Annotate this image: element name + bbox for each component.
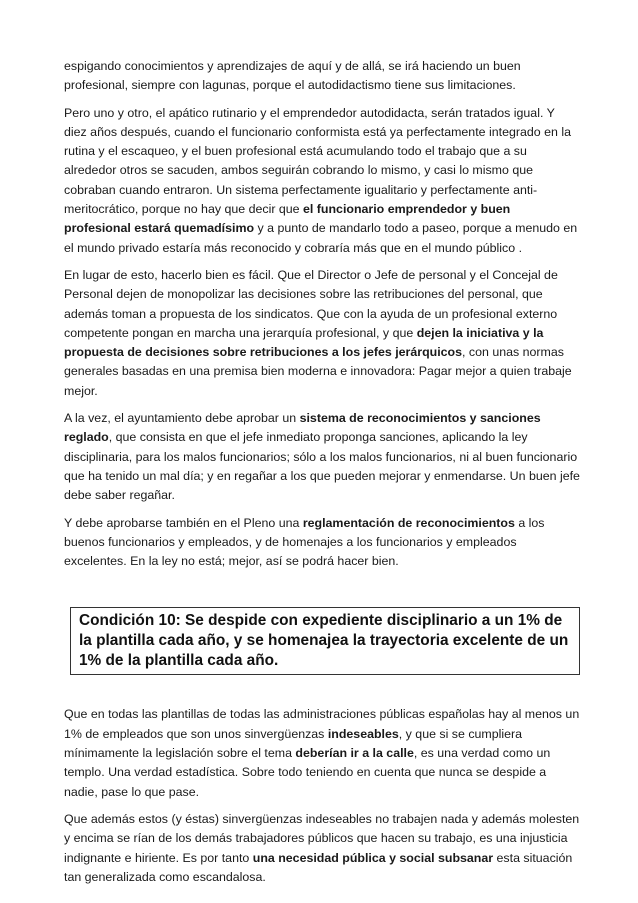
bold-text-run: dejen la iniciativa y la propuesta de decisiones sobre retribuciones a los jefes jerárquicos bbox=[64, 325, 544, 360]
text-run: , es una verdad como un templo. Una verdad estadística. Sobre todo teniendo en cuenta que nunca se despide a nadie, pase lo que pase. bbox=[64, 746, 551, 799]
bold-text-run: indeseables bbox=[327, 726, 399, 741]
text-run: espigando conocimientos y aprendizajes de aquí y de allá, se irá haciendo un buen profesional, siempre con lagunas, porque el autodidactismo tiene sus limitaciones. bbox=[64, 59, 521, 93]
bold-text-run: deberían ir a la calle bbox=[295, 746, 414, 761]
paragraph-4 bbox=[64, 409, 580, 505]
paragraph-1 bbox=[64, 57, 580, 96]
text-run: Y debe aprobarse también en el Pleno una bbox=[64, 515, 303, 530]
bold-text-run: sistema de reconocimientos y sanciones reglado bbox=[64, 411, 541, 445]
bold-text-run: el funcionario emprendedor y buen profesional estará quemadísimo bbox=[64, 202, 511, 236]
text-run: Pero uno y otro, el apático rutinario y el emprendedor autodidacta, serán tratados igual. Y diez años después, cuando el funcionario conformista está ya perfectamente integrado en la rutina y el escaqueo, y el buen profesional está acumulando todo el trabajo que a su alrededor otros se sacuden, ambos seguirán cobrando lo mismo, y casi lo mismo que cobraban cuando entraron. Un sistema perfectamente igualitario y perfectamente anti-meritocrático, porque no hay que decir que bbox=[64, 105, 571, 217]
bold-text-run: reglamentación de reconocimientos bbox=[302, 515, 515, 530]
text-run: y a punto de mandarlo todo a paseo, porque a menudo en el mundo privado estaría más reconocido y cobraría más que en el mundo público . bbox=[64, 221, 578, 255]
text-run: Que además estos (y éstas) sinvergüenzas indeseables no trabajen nada y además molesten y encima se rían de los demás trabajadores públicos que hacen su trabajo, es una injusticia indignante e hiriente. Es por tanto bbox=[64, 811, 580, 865]
text-run: Que en todas las plantillas de todas las administraciones públicas españolas hay al menos un 1% de empleados que son unos sinvergüenzas bbox=[64, 707, 580, 741]
paragraph-3 bbox=[64, 266, 580, 401]
paragraph-2 bbox=[64, 104, 580, 258]
text-run: esta situación tan generalizada como escandalosa. bbox=[64, 850, 573, 884]
text-run: En lugar de esto, hacerlo bien es fácil. Que el Director o Jefe de personal y el Concejal de Personal dejen de monopolizar las decisiones sobre las retribuciones del personal, que además toman a propuesta de los sindicatos. Que con la ayuda de un profesional externo competente pongan en marcha una jerarquía profesional, y que bbox=[64, 267, 558, 340]
bold-text-run: una necesidad pública y social subsanar bbox=[252, 850, 494, 865]
paragraph-7 bbox=[64, 810, 580, 887]
text-run: , que consista en que el jefe inmediato proponga sanciones, aplicando la ley disciplinaria, para los malos funcionarios; sólo a los malos funcionarios, ni al buen funcionario que ha tenido un mal día; y en regañar a los que pueden mejorar y enmendarse. Un buen jefe debe saber regañar. bbox=[64, 430, 580, 503]
paragraph-5 bbox=[64, 514, 580, 572]
text-run: A la vez, el ayuntamiento debe aprobar un bbox=[64, 411, 300, 426]
document-page bbox=[64, 57, 580, 895]
text-run: , con unas normas generales basadas en una premisa bien moderna e innovadora: Pagar mejor a quien trabaje mejor. bbox=[64, 345, 572, 398]
paragraph-6 bbox=[64, 705, 580, 801]
text-run: a los buenos funcionarios y empleados, y de homenajes a los funcionarios y empleados excelentes. En la ley no está; mejor, así se podrá hacer bien. bbox=[64, 515, 545, 569]
condition-box: Condición 10: Se despide con expediente disciplinario a un 1% de la plantilla cada año, y se homenajea la trayectoria excelente de un 1% de la plantilla cada año. bbox=[70, 607, 580, 675]
text-run: , y que si se cumpliera mínimamente la legislación sobre el tema bbox=[64, 726, 523, 761]
